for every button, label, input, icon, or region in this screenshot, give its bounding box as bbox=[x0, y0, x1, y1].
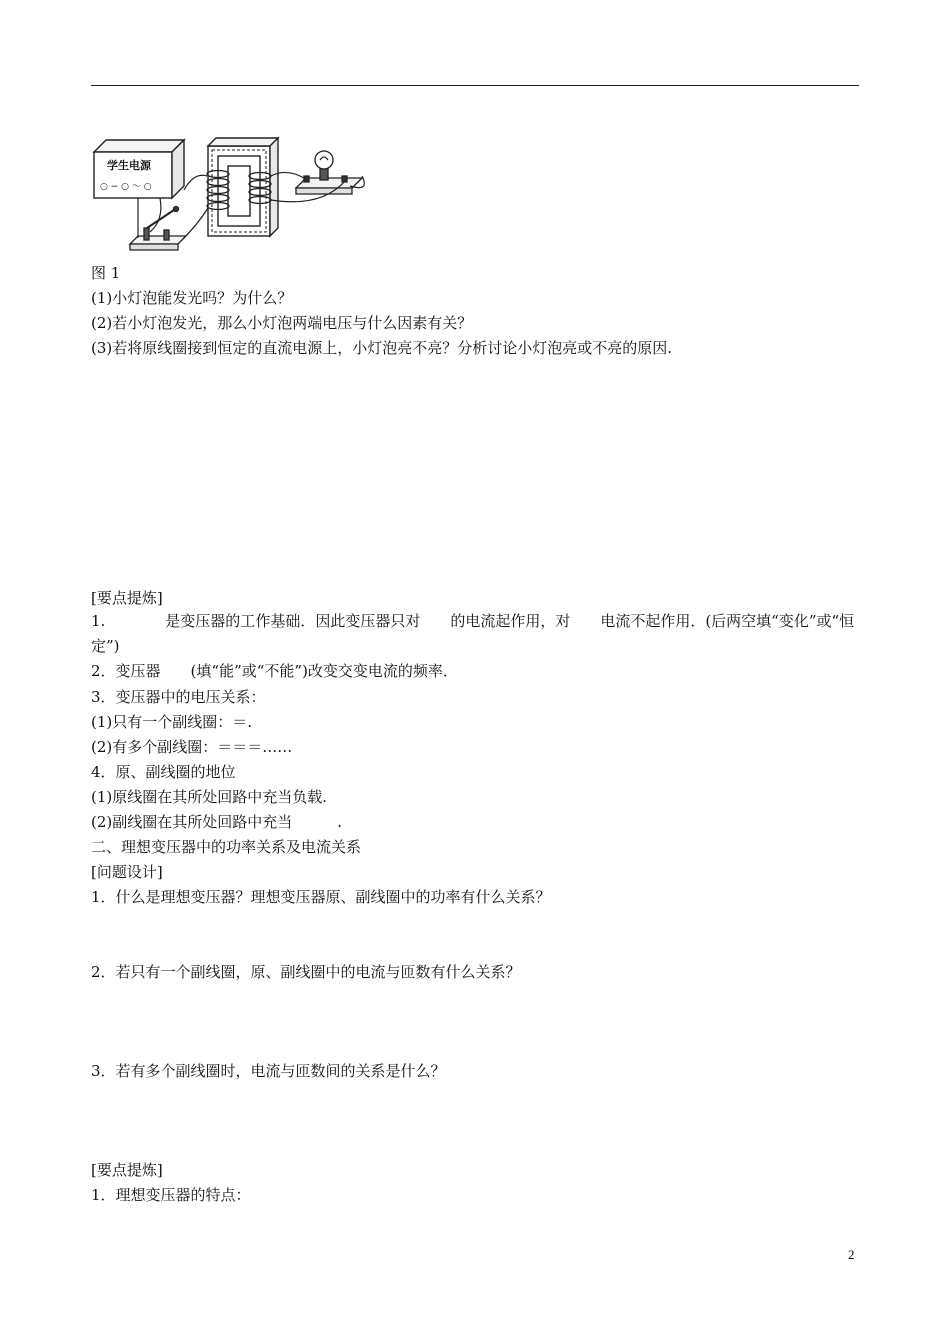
question-3: (3)若将原线圈接到恒定的直流电源上，小灯泡亮不亮？分析讨论小灯泡亮或不亮的原因. bbox=[91, 339, 673, 357]
question-2: (2)若小灯泡发光，那么小灯泡两端电压与什么因素有关？ bbox=[91, 314, 473, 332]
problem-design-heading: [问题设计] bbox=[91, 863, 163, 881]
key-points-heading: [要点提炼] bbox=[91, 589, 163, 607]
question-1: (1)小灯泡能发光吗？为什么？ bbox=[91, 289, 293, 307]
key-point-4-1: (1)原线圈在其所处回路中充当负载. bbox=[91, 788, 328, 806]
design-question-3: 3．若有多个副线圈时，电流与匝数间的关系是什么？ bbox=[91, 1062, 446, 1080]
lamp-icon bbox=[296, 151, 362, 194]
key-point-4: 4．原、副线圈的地位 bbox=[91, 763, 236, 781]
ideal-transformer-features: 1．理想变压器的特点： bbox=[91, 1186, 251, 1204]
design-question-1: 1．什么是理想变压器？理想变压器原、副线圈中的功率有什么关系？ bbox=[91, 888, 551, 906]
key-point-3: 3．变压器中的电压关系： bbox=[91, 688, 266, 706]
power-supply-terminals: ○ − ○ ～ ○ bbox=[100, 182, 152, 192]
key-point-4-2: (2)副线圈在其所处回路中充当 . bbox=[91, 813, 343, 831]
key-point-2: 2．变压器 (填“能”或“不能”)改变交变电流的频率． bbox=[91, 662, 458, 680]
design-question-2: 2．若只有一个副线圈，原、副线圈中的电流与匝数有什么关系？ bbox=[91, 963, 521, 981]
transformer-circuit-figure bbox=[90, 132, 372, 254]
key-point-1: 1. 是变压器的工作基础．因此变压器只对 的电流起作用，对 电流不起作用．(后两空填“变化”或“恒定”) bbox=[91, 612, 855, 655]
power-supply-label: 学生电源 bbox=[107, 159, 151, 172]
header-rule bbox=[91, 85, 859, 86]
key-point-3-1: (1)只有一个副线圈：＝. bbox=[91, 713, 253, 731]
section-2-title: 二、理想变压器中的功率关系及电流关系 bbox=[91, 838, 362, 856]
key-point-3-2: (2)有多个副线圈：＝＝＝…… bbox=[91, 738, 293, 756]
figure-caption: 图 1 bbox=[91, 264, 121, 282]
key-points-heading-2: [要点提炼] bbox=[91, 1161, 163, 1179]
page-number: 2 bbox=[848, 1247, 855, 1262]
